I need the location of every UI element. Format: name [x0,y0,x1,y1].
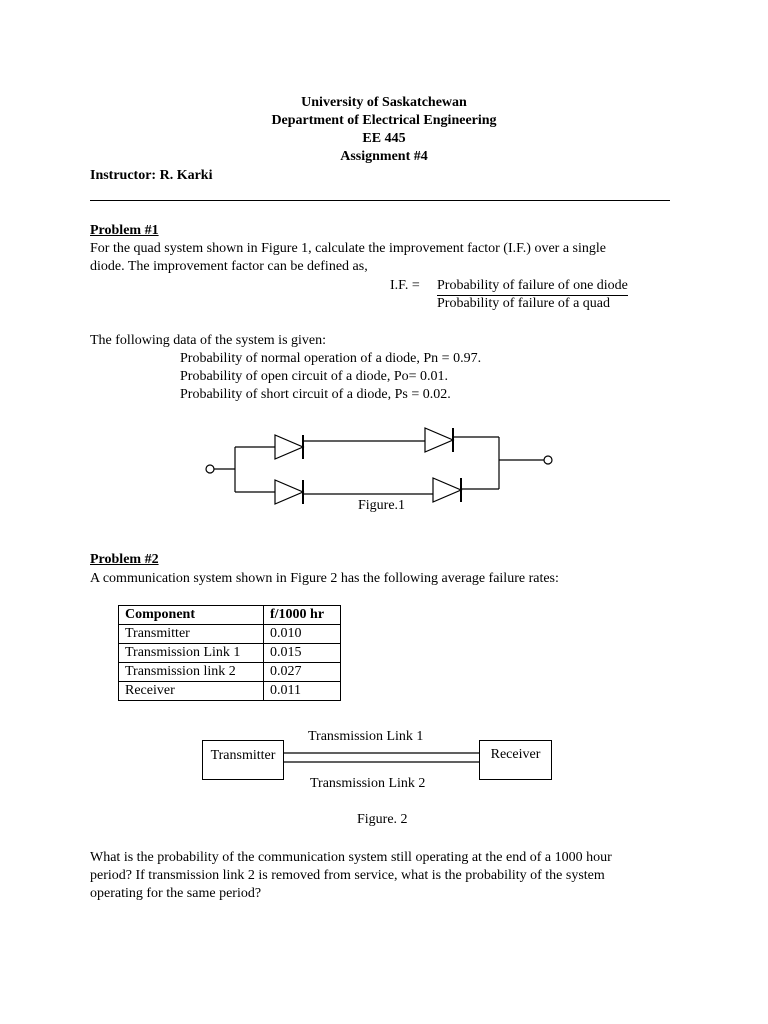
table-cell-rate: 0.015 [264,644,341,663]
table-cell-component: Transmission Link 1 [119,644,264,663]
problem1-heading: Problem #1 [90,223,159,238]
problem2-question-line1: What is the probability of the communication system still operating at the end of a 1000 hour [90,850,612,865]
diode-top-right [425,428,453,452]
table-header-row [119,606,341,625]
table-row [119,663,341,682]
assignment-title: Assignment #4 [340,149,428,164]
problem1-intro-line2: diode. The improvement factor can be defined as, [90,259,368,274]
receiver-box: Receiver [479,740,552,780]
failure-rate-table [118,605,341,701]
course-code: EE 445 [362,131,406,146]
problem2-heading: Problem #2 [90,552,159,567]
diode-top-left [275,435,303,459]
problem1-intro-line1: For the quad system shown in Figure 1, calculate the improvement factor (I.F.) over a single [90,241,606,256]
output-terminal [544,456,552,464]
problem2-question-line2: period? If transmission link 2 is removed from service, what is the probability of the system [90,868,605,883]
figure2-caption: Figure. 2 [357,812,408,827]
data-intro: The following data of the system is given: [90,333,327,348]
university-title: University of Saskatchewan [301,95,467,110]
table-cell-component: Transmission link 2 [119,663,264,682]
diode-bottom-right [433,478,461,502]
instructor-line: Instructor: R. Karki [90,168,213,183]
diode-bottom-left [275,480,303,504]
formula-numerator: Probability of failure of one diode [437,277,628,296]
figure2-link1-label: Transmission Link 1 [308,729,424,744]
table-row [119,644,341,663]
table-cell-rate: 0.027 [264,663,341,682]
formula-denominator: Probability of failure of a quad [437,296,611,311]
table-row [119,625,341,644]
table-cell-rate: 0.011 [264,682,341,701]
figure2-link2-label: Transmission Link 2 [310,776,426,791]
data-item-ps: Probability of short circuit of a diode, Ps = 0.02. [180,387,451,402]
data-item-po: Probability of open circuit of a diode, Po= 0.01. [180,369,449,384]
figure2-links [284,748,480,768]
figure1-caption: Figure.1 [358,498,406,513]
table-cell-component: Receiver [119,682,264,701]
table-cell-component: Transmitter [119,625,264,644]
table-cell-rate: 0.010 [264,625,341,644]
input-terminal [206,465,214,473]
table-header-rate: f/1000 hr [264,606,341,625]
problem2-question-line3: operating for the same period? [90,886,262,901]
formula-lhs: I.F. = [390,278,420,293]
department-title: Department of Electrical Engineering [271,113,497,128]
transmitter-box: Transmitter [202,740,284,780]
data-item-pn: Probability of normal operation of a diode, Pn = 0.97. [180,351,482,366]
table-header-component: Component [119,606,264,625]
header-divider [90,200,670,201]
table-row [119,682,341,701]
problem2-intro: A communication system shown in Figure 2 has the following average failure rates: [90,571,559,586]
